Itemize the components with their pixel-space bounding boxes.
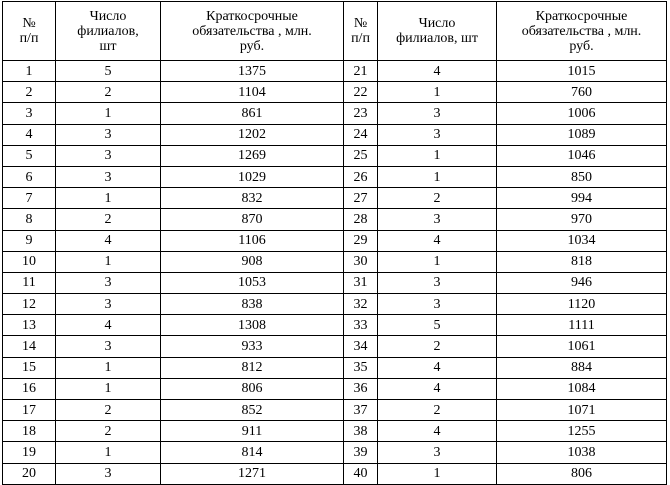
- table-row: [3, 145, 667, 166]
- cell-branch-count: 3: [56, 463, 161, 484]
- cell-number: 14: [3, 336, 56, 357]
- cell-branch-count: 3: [56, 124, 161, 145]
- cell-branch-count: 3: [378, 272, 497, 293]
- cell-liabilities: 1255: [497, 421, 667, 442]
- cell-number: 38: [344, 421, 378, 442]
- cell-branch-count: 1: [56, 357, 161, 378]
- cell-branch-count: 2: [378, 336, 497, 357]
- cell-number: 6: [3, 166, 56, 187]
- cell-branch-count: 1: [378, 145, 497, 166]
- cell-liabilities: 838: [161, 294, 344, 315]
- table-row: [3, 103, 667, 124]
- cell-branch-count: 2: [56, 82, 161, 103]
- table-row: [3, 442, 667, 463]
- cell-liabilities: 1053: [161, 272, 344, 293]
- table-row: [3, 400, 667, 421]
- cell-branch-count: 1: [378, 82, 497, 103]
- cell-number: 2: [3, 82, 56, 103]
- cell-number: 36: [344, 378, 378, 399]
- cell-branch-count: 1: [56, 103, 161, 124]
- table-row: [3, 463, 667, 484]
- table-row: [3, 188, 667, 209]
- cell-liabilities: 884: [497, 357, 667, 378]
- cell-number: 9: [3, 230, 56, 251]
- cell-number: 11: [3, 272, 56, 293]
- cell-liabilities: 1111: [497, 315, 667, 336]
- cell-liabilities: 760: [497, 82, 667, 103]
- cell-branch-count: 3: [378, 442, 497, 463]
- cell-number: 21: [344, 61, 378, 82]
- cell-number: 35: [344, 357, 378, 378]
- table-row: [3, 209, 667, 230]
- cell-branch-count: 2: [378, 188, 497, 209]
- cell-branch-count: 4: [56, 230, 161, 251]
- header-row: [3, 2, 667, 61]
- cell-liabilities: 994: [497, 188, 667, 209]
- cell-liabilities: 1271: [161, 463, 344, 484]
- branches-liabilities-table: [2, 1, 667, 485]
- cell-liabilities: 1071: [497, 400, 667, 421]
- cell-number: 32: [344, 294, 378, 315]
- cell-liabilities: 850: [497, 166, 667, 187]
- cell-branch-count: 1: [56, 442, 161, 463]
- table-row: [3, 315, 667, 336]
- table-row: [3, 230, 667, 251]
- header-branch-count: Число филиалов, шт: [56, 2, 161, 61]
- header-short-term-liabilities: Краткосрочные обязательства , млн. руб.: [497, 2, 667, 61]
- cell-number: 34: [344, 336, 378, 357]
- table-row: [3, 357, 667, 378]
- table-row: [3, 294, 667, 315]
- cell-branch-count: 3: [56, 336, 161, 357]
- cell-liabilities: 1015: [497, 61, 667, 82]
- cell-number: 15: [3, 357, 56, 378]
- cell-branch-count: 3: [56, 166, 161, 187]
- cell-branch-count: 4: [378, 230, 497, 251]
- cell-branch-count: 1: [56, 251, 161, 272]
- cell-branch-count: 2: [56, 209, 161, 230]
- cell-number: 10: [3, 251, 56, 272]
- table-row: [3, 124, 667, 145]
- cell-liabilities: 911: [161, 421, 344, 442]
- table-row: [3, 421, 667, 442]
- cell-liabilities: 870: [161, 209, 344, 230]
- cell-liabilities: 933: [161, 336, 344, 357]
- cell-branch-count: 3: [56, 145, 161, 166]
- cell-branch-count: 4: [378, 378, 497, 399]
- table-row: [3, 166, 667, 187]
- cell-number: 18: [3, 421, 56, 442]
- cell-branch-count: 3: [56, 272, 161, 293]
- cell-liabilities: 970: [497, 209, 667, 230]
- cell-number: 23: [344, 103, 378, 124]
- cell-branch-count: 1: [56, 378, 161, 399]
- cell-number: 39: [344, 442, 378, 463]
- cell-liabilities: 806: [497, 463, 667, 484]
- cell-liabilities: 946: [497, 272, 667, 293]
- cell-liabilities: 1375: [161, 61, 344, 82]
- cell-number: 28: [344, 209, 378, 230]
- cell-branch-count: 1: [378, 463, 497, 484]
- cell-liabilities: 1104: [161, 82, 344, 103]
- cell-number: 17: [3, 400, 56, 421]
- cell-liabilities: 1202: [161, 124, 344, 145]
- cell-number: 37: [344, 400, 378, 421]
- cell-number: 16: [3, 378, 56, 399]
- cell-liabilities: 832: [161, 188, 344, 209]
- cell-number: 5: [3, 145, 56, 166]
- cell-liabilities: 1038: [497, 442, 667, 463]
- cell-number: 13: [3, 315, 56, 336]
- cell-branch-count: 4: [56, 315, 161, 336]
- table-row: [3, 336, 667, 357]
- cell-liabilities: 1308: [161, 315, 344, 336]
- cell-number: 30: [344, 251, 378, 272]
- cell-liabilities: 812: [161, 357, 344, 378]
- cell-liabilities: 818: [497, 251, 667, 272]
- cell-branch-count: 3: [56, 294, 161, 315]
- cell-liabilities: 1029: [161, 166, 344, 187]
- cell-liabilities: 1089: [497, 124, 667, 145]
- cell-liabilities: 1120: [497, 294, 667, 315]
- cell-number: 40: [344, 463, 378, 484]
- cell-liabilities: 861: [161, 103, 344, 124]
- cell-liabilities: 1034: [497, 230, 667, 251]
- cell-liabilities: 814: [161, 442, 344, 463]
- cell-liabilities: 1006: [497, 103, 667, 124]
- cell-liabilities: 852: [161, 400, 344, 421]
- cell-number: 31: [344, 272, 378, 293]
- cell-branch-count: 2: [378, 400, 497, 421]
- cell-branch-count: 4: [378, 421, 497, 442]
- cell-number: 7: [3, 188, 56, 209]
- cell-liabilities: 1106: [161, 230, 344, 251]
- cell-branch-count: 5: [56, 61, 161, 82]
- header-branch-count: Число филиалов, шт: [378, 2, 497, 61]
- cell-number: 19: [3, 442, 56, 463]
- cell-branch-count: 1: [56, 188, 161, 209]
- cell-liabilities: 1046: [497, 145, 667, 166]
- cell-number: 20: [3, 463, 56, 484]
- cell-branch-count: 1: [378, 251, 497, 272]
- header-number: № п/п: [3, 2, 56, 61]
- table-body: [3, 61, 667, 485]
- cell-liabilities: 1061: [497, 336, 667, 357]
- cell-number: 25: [344, 145, 378, 166]
- cell-number: 12: [3, 294, 56, 315]
- table-row: [3, 272, 667, 293]
- cell-branch-count: 3: [378, 209, 497, 230]
- cell-number: 1: [3, 61, 56, 82]
- cell-branch-count: 3: [378, 294, 497, 315]
- cell-branch-count: 3: [378, 124, 497, 145]
- cell-number: 26: [344, 166, 378, 187]
- cell-number: 8: [3, 209, 56, 230]
- header-short-term-liabilities: Краткосрочные обязательства , млн. руб.: [161, 2, 344, 61]
- cell-liabilities: 908: [161, 251, 344, 272]
- cell-branch-count: 2: [56, 400, 161, 421]
- cell-liabilities: 806: [161, 378, 344, 399]
- cell-number: 29: [344, 230, 378, 251]
- cell-number: 4: [3, 124, 56, 145]
- cell-number: 22: [344, 82, 378, 103]
- cell-branch-count: 5: [378, 315, 497, 336]
- cell-branch-count: 2: [56, 421, 161, 442]
- table-row: [3, 378, 667, 399]
- table-row: [3, 61, 667, 82]
- cell-branch-count: 1: [378, 166, 497, 187]
- cell-number: 33: [344, 315, 378, 336]
- table-row: [3, 82, 667, 103]
- cell-number: 24: [344, 124, 378, 145]
- header-number: № п/п: [344, 2, 378, 61]
- table-row: [3, 251, 667, 272]
- cell-number: 3: [3, 103, 56, 124]
- cell-number: 27: [344, 188, 378, 209]
- cell-branch-count: 4: [378, 61, 497, 82]
- cell-liabilities: 1269: [161, 145, 344, 166]
- cell-liabilities: 1084: [497, 378, 667, 399]
- cell-branch-count: 4: [378, 357, 497, 378]
- cell-branch-count: 3: [378, 103, 497, 124]
